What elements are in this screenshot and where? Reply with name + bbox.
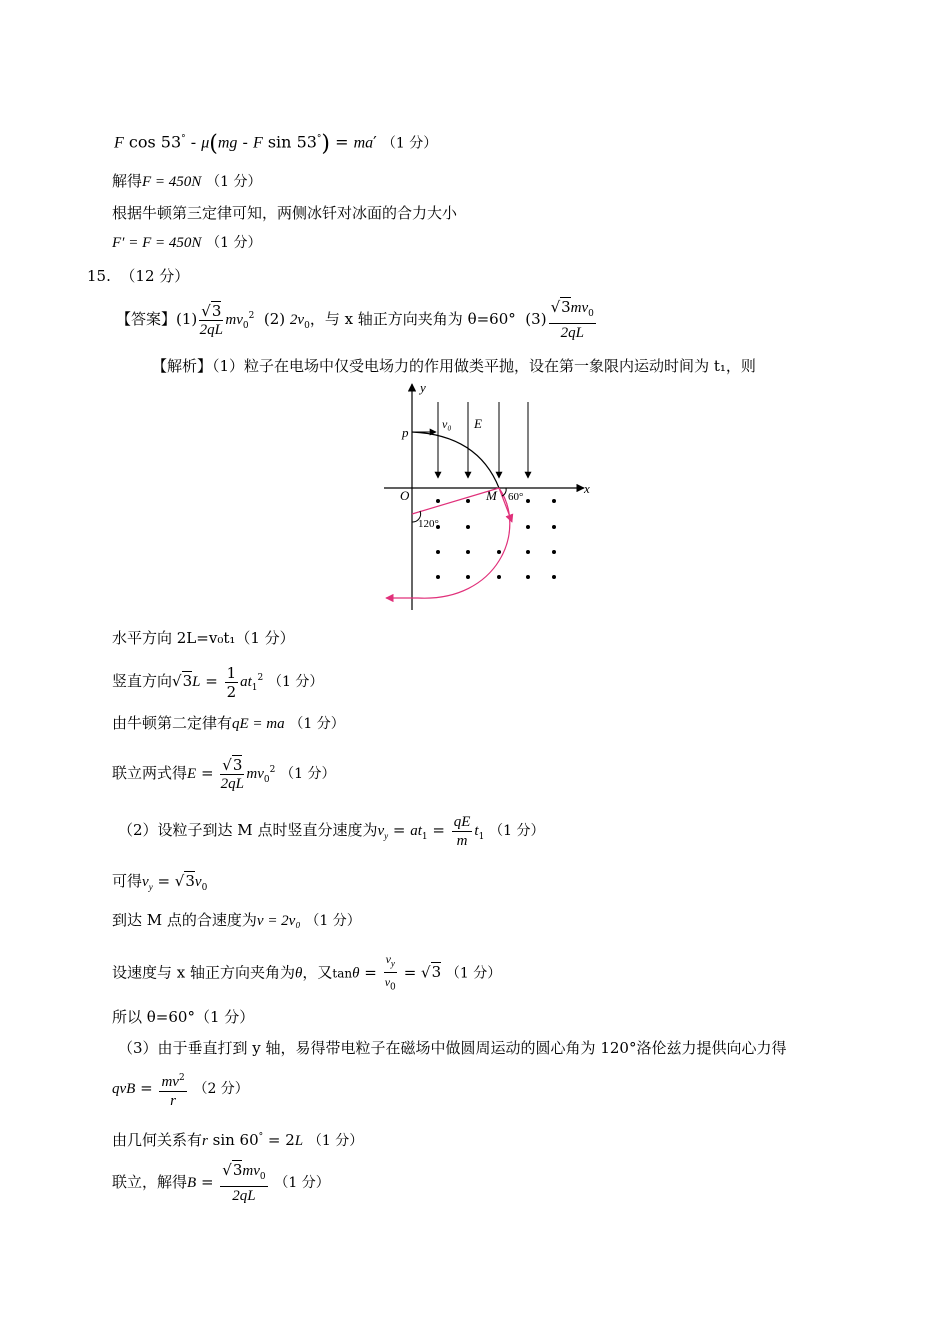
angle-eq: 设速度与 x 轴正方向夹角为θ，又tanθ = $\frac{v_y}{v_0}$ = √3 （1 分） xyxy=(112,952,502,993)
geometry-eq: 由几何关系有r sin 60° = 2L （1 分） xyxy=(112,1131,364,1149)
combine-eq: 联立两式得E = $\frac{√3}{2qL}$ $mv_0^2$ （1 分） xyxy=(112,755,336,792)
vertical-eq: 竖直方向√3L = $\frac{1}{2}$ $at_1^2$ （1 分） xyxy=(112,663,324,701)
answer-line: 【答案】(1) $\frac{√3}{2qL}$ $mv_0^2$ (2) $2v_0$，与 x 轴正方向夹角为 θ=60° (3) $\frac{√3mv_0}{2qL}$ xyxy=(116,298,594,341)
analysis-intro: 【解析】（1）粒子在电场中仅受电场力的作用做类平抛，设在第一象限内运动时间为 t₁，则 xyxy=(152,357,756,375)
newton2-eq: 由牛顿第二定律有qE = ma （1 分） xyxy=(112,714,345,732)
y-axis-label: y xyxy=(420,380,426,395)
resultant-velocity: 到达 M 点的合速度为v = 2v₀ （1 分） xyxy=(112,911,361,929)
origin-label: O xyxy=(400,488,410,503)
x-axis-label: x xyxy=(584,481,590,496)
horizontal-eq: 水平方向 2L=v₀t₁（1 分） xyxy=(112,629,295,647)
v0-label: v₀ xyxy=(442,417,452,431)
magnetic-field-dots xyxy=(436,499,556,579)
question-header xyxy=(87,266,189,286)
physics-figure xyxy=(378,380,600,612)
equation-friction: F cos 53° - μ(mg - F sin 53°) = ma′ （1 分） xyxy=(114,131,438,157)
theta-result: 所以 θ=60°（1 分） xyxy=(112,1008,255,1026)
final-result: 联立，解得B = $\frac{√3mv_0}{2qL}$ （1 分） xyxy=(112,1161,330,1204)
Fprime-line: F′ = F = 450N （1 分） xyxy=(112,235,262,251)
part3-text: （3）由于垂直打到 y 轴，易得带电粒子在磁场中做圆周运动的圆心角为 120°洛伦兹力提供向心力得 xyxy=(118,1039,787,1057)
points-label: （1 分） xyxy=(381,135,438,152)
lorentz-eq: qvB = $\frac{mv^2}{r}$ （2 分） xyxy=(112,1066,249,1111)
E-label: E xyxy=(474,416,482,431)
parabolic-trajectory xyxy=(412,432,499,488)
question-number: 15. xyxy=(87,267,111,285)
newton3-text: 根据牛顿第三定律可知，两侧冰钎对冰面的合力大小 xyxy=(112,204,458,222)
part2-vy-eq: （2）设粒子到达 M 点时竖直分速度为$v_y = at_1$ = $\frac{qE}{m}$ $t_1$ （1 分） xyxy=(118,813,545,849)
vy-result: 可得$v_y = √3v_0$ xyxy=(112,872,208,893)
solve-F-line: 解得F = 450N （1 分） xyxy=(112,172,262,190)
circular-trajectory xyxy=(418,488,510,598)
angle-120-label: 120° xyxy=(418,518,439,530)
question-score: （12 分） xyxy=(120,267,190,285)
point-p-label: p xyxy=(402,425,409,440)
point-M-label: M xyxy=(486,488,497,503)
angle-60-label: 60° xyxy=(508,491,524,503)
